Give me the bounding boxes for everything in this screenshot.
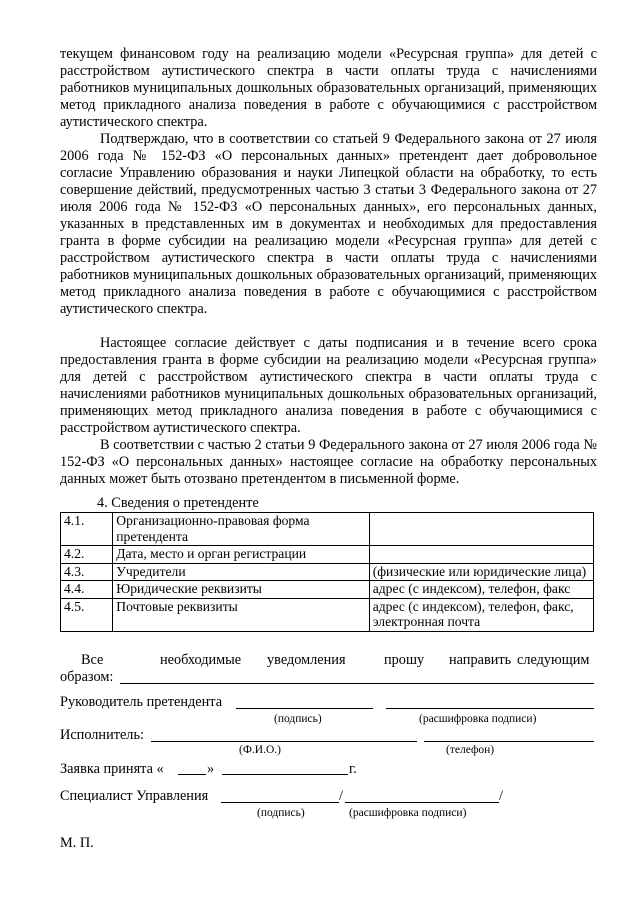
row-value[interactable]	[369, 546, 593, 564]
paragraph-funding-continuation: текущем финансовом году на реализацию модели «Ресурсная группа» для детей с расстройством аутистического спектра в части оплаты труда с начислениями работников муниципальных дошкольных образовательных организаций, применяющих метод прикладного анализа поведения в работе с обучающимися с расстройством аутистического спектра.	[60, 46, 597, 131]
paragraph-consent-validity: Настоящее согласие действует с даты подписания и в течение всего срока предоставления гранта в форме субсидии на реализацию модели «Ресурсная группа» для детей с расстройством аутистического спектра в части оплаты труда с начислениями работников муниципальных дошкольных образовательных организаций, применяющих метод прикладного анализа поведения в работе с обучающимися с расстройством аутистического спектра.	[60, 335, 597, 437]
notify-label: образом:	[60, 669, 114, 685]
notify-address-field[interactable]	[120, 683, 594, 684]
row-label: Дата, место и орган регистрации	[113, 546, 369, 564]
notify-word: Все	[81, 652, 104, 668]
row-label: Организационно-правовая форма претендента	[113, 513, 369, 546]
notify-word: необходимые	[160, 652, 242, 668]
executor-phone-caption: (телефон)	[446, 744, 495, 756]
head-label: Руководитель претендента	[60, 694, 223, 710]
notify-word: прошу	[384, 652, 425, 668]
row-label: Учредители	[113, 563, 369, 581]
head-decode-field[interactable]	[386, 708, 594, 709]
notify-word: уведомления	[267, 652, 346, 668]
executor-name-caption: (Ф.И.О.)	[239, 744, 281, 756]
paragraph-personal-data-consent: Подтверждаю, что в соответствии со статьей 9 Федерального закона от 27 июля 2006 года № 152-ФЗ «О персональных данных» претендент дает добровольное согласие Управлению образования и науки Липецкой области на обработку, то есть совершение действий, предусмотренных частью 3 статьи 3 Федерального закона от 27 июля 2006 года № 152-ФЗ «О персональных данных», его персональных данных, указанных в представленных им в документах и необходимых для предоставления гранта в форме субсидии на реализацию модели «Ресурсная группа» для детей с расстройством аутистического спектра в части оплаты труда с начислениями работников муниципальных дошкольных образовательных организаций, применяющих метод прикладного анализа поведения в работе с обучающимися с расстройством аутистического спектра.	[60, 131, 597, 318]
specialist-label: Специалист Управления	[60, 788, 209, 804]
table-row	[61, 546, 594, 564]
row-label: Юридические реквизиты	[113, 581, 369, 599]
table-row	[61, 598, 594, 631]
row-number: 4.2.	[61, 546, 113, 564]
row-value[interactable]: (физические или юридические лица)	[369, 563, 593, 581]
row-label: Почтовые реквизиты	[113, 598, 369, 631]
table-row	[61, 563, 594, 581]
specialist-slash: /	[339, 788, 343, 804]
applicant-info-table	[60, 512, 594, 632]
accepted-day-field[interactable]	[178, 774, 206, 775]
notify-word: направить	[449, 652, 512, 668]
paragraph-consent-revocation: В соответствии с частью 2 статьи 9 Федерального закона от 27 июля 2006 года № 152-ФЗ «О персональных данных» настоящее согласие на обработку персональных данных может быть отозвано претендентом в письменной форме.	[60, 437, 597, 488]
table-row	[61, 513, 594, 546]
row-number: 4.5.	[61, 598, 113, 631]
accepted-mid: »	[207, 761, 215, 777]
specialist-decode-caption: (расшифровка подписи)	[349, 807, 467, 819]
row-value[interactable]: адрес (с индексом), телефон, факс	[369, 581, 593, 599]
row-number: 4.4.	[61, 581, 113, 599]
row-value[interactable]	[369, 513, 593, 546]
specialist-sign-caption: (подпись)	[257, 807, 305, 819]
specialist-signature-field[interactable]	[221, 802, 339, 803]
accepted-month-field[interactable]	[222, 774, 348, 775]
section-title: 4. Сведения о претенденте	[97, 495, 259, 511]
specialist-slash-end: /	[499, 788, 503, 804]
executor-name-field[interactable]	[151, 741, 417, 742]
row-number: 4.1.	[61, 513, 113, 546]
accepted-prefix: Заявка принята «	[60, 761, 164, 777]
executor-label: Исполнитель:	[60, 727, 144, 743]
stamp-place: М. П.	[60, 835, 94, 851]
executor-phone-field[interactable]	[424, 741, 594, 742]
row-value[interactable]: адрес (с индексом), телефон, факс, электронная почта	[369, 598, 593, 631]
table-row	[61, 581, 594, 599]
accepted-suffix: г.	[349, 761, 357, 777]
notify-word: следующим	[517, 652, 590, 668]
specialist-decode-field[interactable]	[345, 802, 499, 803]
head-sign-caption: (подпись)	[274, 713, 322, 725]
row-number: 4.3.	[61, 563, 113, 581]
head-decode-caption: (расшифровка подписи)	[419, 713, 537, 725]
head-signature-field[interactable]	[236, 708, 373, 709]
